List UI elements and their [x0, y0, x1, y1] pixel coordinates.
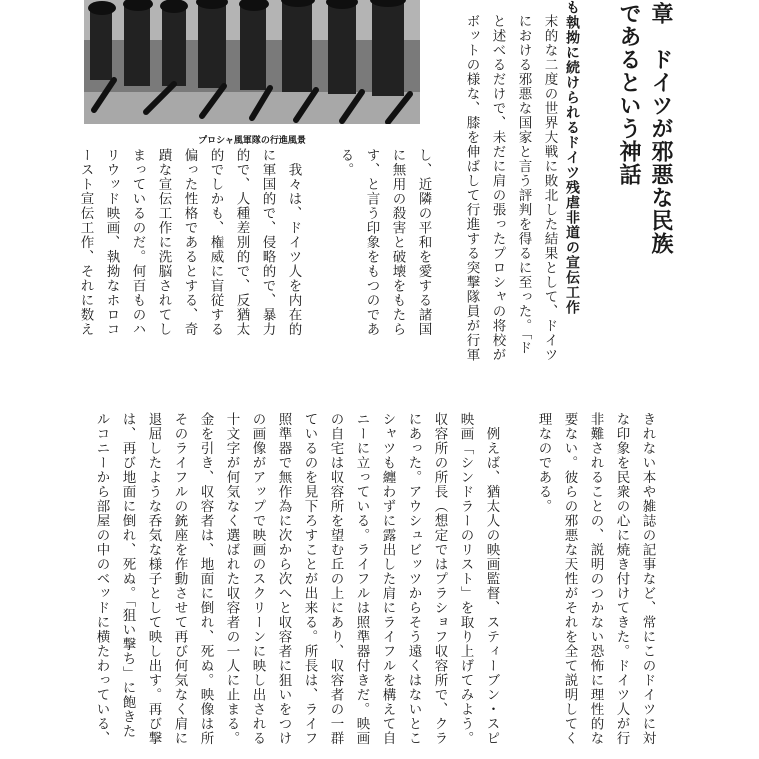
body-column: ボットの様な、膝を伸ばして行進する突撃隊員が行軍 [463, 14, 480, 362]
marching-soldiers-photo [84, 0, 420, 124]
body-column: に無用の殺害と破壊をもたら [389, 148, 406, 337]
body-column: る。 [337, 148, 354, 177]
body-column: きれない本や雑誌の記事など、常にこのドイツに対 [639, 412, 656, 746]
body-column: 的で、人種差別的で、反猶太 [233, 148, 250, 337]
body-column: リウッド映画、執拗なホロコ [103, 148, 120, 337]
body-column: 要ない。彼らの邪悪な天性がそれを全て説明してく [561, 412, 578, 746]
body-column: 我々は、ドイツ人を内在的 [285, 148, 302, 337]
body-column: 映画「シンドラーのリスト」を取り上げてみよう。 [457, 412, 474, 746]
body-column: 照準器で無作為に次から次へと収容者に狙いをつけ [275, 412, 292, 746]
body-column: そのライフルの銃座を作動させて再び何気なく肩に [171, 412, 188, 746]
body-column: の画像がアップで映画のスクリーンに映し出される [249, 412, 266, 746]
body-column: ースト宣伝工作、それに数え [77, 148, 94, 337]
body-column: と述べるだけで、未だに肩の張ったプロシャの将校が [489, 14, 506, 362]
body-column: ているのを見下ろすことが出来る。所長は、ライフ [301, 412, 318, 746]
body-column: ニーに立っている。ライフルは照準器付きだ。映画 [353, 412, 370, 746]
body-column: 十文字が何気なく選ばれた収容者の一人に止まる。 [223, 412, 240, 746]
body-column: 的でしかも、権威に盲従する [207, 148, 224, 337]
body-column: 金を引き、収容者は、地面に倒れ、死ぬ。映像は所 [197, 412, 214, 746]
body-column: の自宅は収容所を望む丘の上にあり、収容者の一群 [327, 412, 344, 746]
body-column: 例えば、猶太人の映画監督、スティーブン・スピ [483, 412, 500, 746]
body-column: 非難されることの、説明のつかない恐怖に理性的な [587, 412, 604, 746]
body-column: 理なのである。 [535, 412, 552, 514]
body-column: 末的な二度の世界大戦に敗北した結果として、ドイツ [541, 14, 558, 362]
body-column: 偏った性格であるとする、奇 [181, 148, 198, 337]
body-column: における邪悪な国家と言う評判を得るに至った。「ド [515, 14, 532, 356]
section-subheading: も執拗に続けられるドイツ残虐非道の宣伝工作 [564, 0, 580, 315]
body-column: す、と言う印象をもつのであ [363, 148, 380, 337]
chapter-title-line-1: 章 ドイツが邪悪な民族 [648, 2, 673, 255]
chapter-title-line-2: であるという神話 [616, 2, 641, 186]
body-column: 収容所の所長（想定ではプラショフ収容所で、クラ [431, 412, 448, 746]
body-column: にあった。アウシュビッツからそう遠くはないとこ [405, 412, 422, 746]
body-column: ルコニーから部屋の中のベッドに横たわっている、 [93, 412, 110, 746]
body-column: し、近隣の平和を愛する諸国 [415, 148, 432, 337]
body-column: に軍国的で、侵略的で、暴力 [259, 148, 276, 337]
body-column: まっているのだ。何百ものハ [129, 148, 146, 337]
body-column: 退屈したような呑気な様子として映し出す。再び撃 [145, 412, 162, 746]
body-column: シャツも纏わずに露出した肩にライフルを構えて自 [379, 412, 396, 746]
body-column: は、再び地面に倒れ、死ぬ。「狙い撃ち」に飽きた [119, 412, 136, 739]
photo-caption: プロシャ風軍隊の行進風景 [198, 136, 306, 146]
photo-illustration [84, 0, 420, 124]
body-column: な印象を民衆の心に焼き付けてきた。ドイツ人が行 [613, 412, 630, 746]
body-column: 蹟な宣伝工作に洗脳されてし [155, 148, 172, 337]
